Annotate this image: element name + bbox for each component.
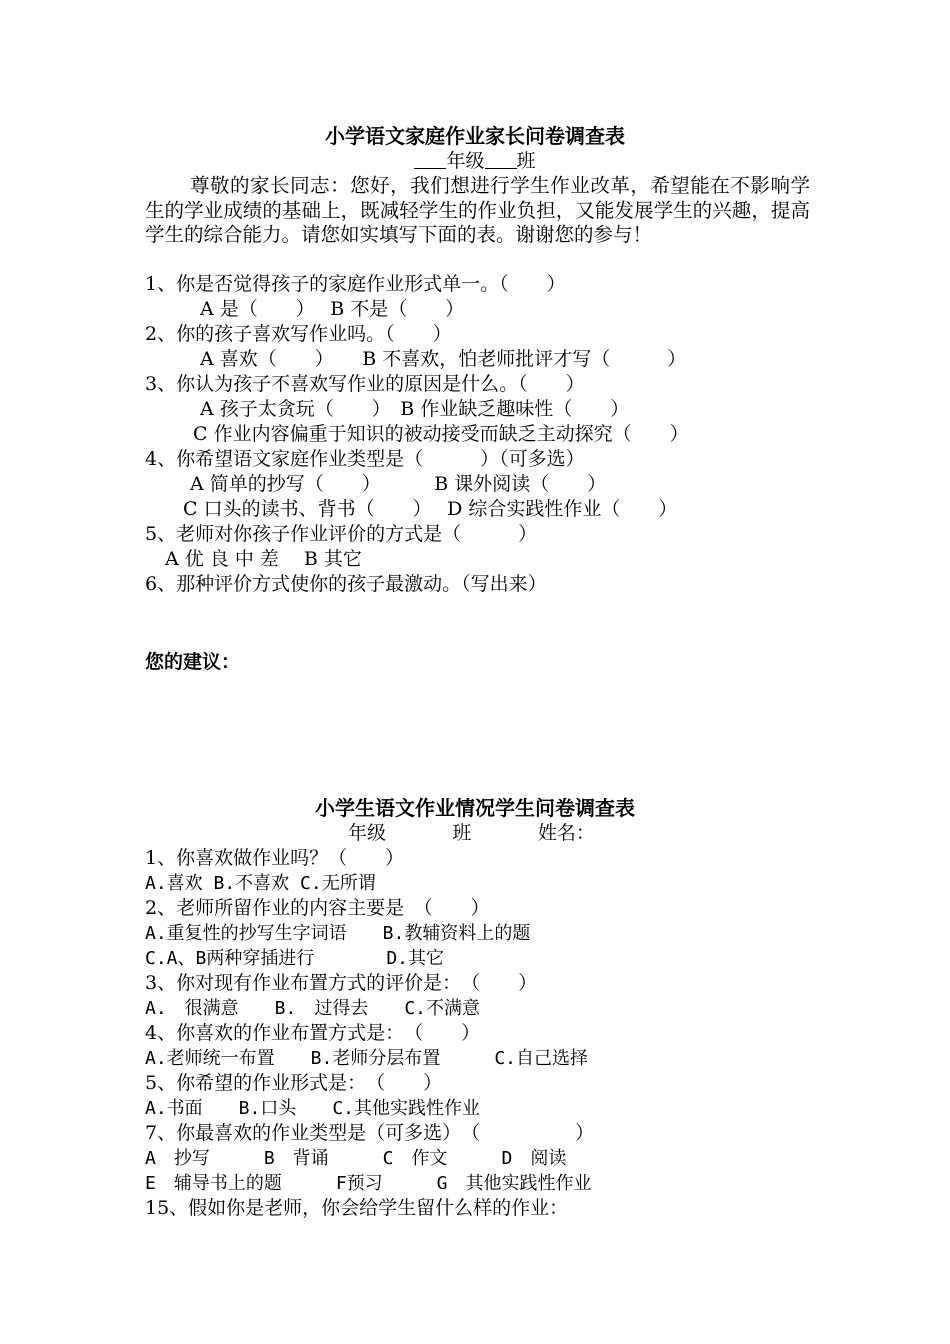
parent-q2-options: A 喜欢（ ） B 不喜欢，怕老师批评才写（ ） xyxy=(200,348,687,370)
parent-intro: 尊敬的家长同志：您好，我们想进行学生作业改革，希望能在不影响学生的学业成绩的基础上，既减轻学生的作业负担，又能发展学生的兴趣，提高学生的综合能力。请您如实填写下面的表。谢谢您的参与！ xyxy=(145,174,810,247)
parent-q2: 2、你的孩子喜欢写作业吗。（ ） xyxy=(145,323,452,345)
student-q4-options: A.老师统一布置 B.老师分层布置 C.自己选择 xyxy=(145,1048,589,1069)
parent-q5: 5、老师对你孩子作业评价的方式是（ ） xyxy=(145,523,538,545)
student-q5-options: A.书面 B.口头 C.其他实践性作业 xyxy=(145,1098,481,1119)
student-q4: 4、你喜欢的作业布置方式是： （ ） xyxy=(145,1022,481,1044)
parent-q6: 6、那种评价方式使你的孩子最激动。（写出来） xyxy=(145,573,547,595)
student-q7-options-eg: E 辅导书上的题 F预习 G 其他实践性作业 xyxy=(145,1173,592,1194)
student-q7-options-ad: A 抄写 B 背诵 C 作文 D 阅读 xyxy=(145,1148,567,1169)
student-q1-options: A.喜欢 B.不喜欢 C.无所谓 xyxy=(145,873,376,894)
student-q7: 7、你最喜欢的作业类型是（可多选） （ ） xyxy=(145,1122,595,1144)
parent-q5-options: A 优 良 中 差 B 其它 xyxy=(165,548,362,570)
student-q5: 5、你希望的作业形式是： （ ） xyxy=(145,1072,443,1094)
student-header-line: 年级 班 姓名： xyxy=(348,822,595,844)
student-q3: 3、你对现有作业布置方式的评价是： （ ） xyxy=(145,972,538,994)
parent-q3-options-ab: A 孩子太贪玩（ ） B 作业缺乏趣味性（ ） xyxy=(200,398,630,420)
class-blank xyxy=(485,150,517,169)
suggestion-label: 您的建议： xyxy=(145,651,241,673)
student-q2-options-ab: A.重复性的抄写生字词语 B.教辅资料上的题 xyxy=(145,923,531,944)
student-q1: 1、你喜欢做作业吗？（ ） xyxy=(145,847,405,869)
class-label: 班 xyxy=(516,150,536,172)
parent-q3-option-c: C 作业内容偏重于知识的被动接受而缺乏主动探究（ ） xyxy=(193,423,689,445)
grade-blank xyxy=(414,150,446,169)
parent-survey-title: 小学语文家庭作业家长问卷调查表 xyxy=(325,124,625,148)
student-survey-title: 小学生语文作业情况学生问卷调查表 xyxy=(315,796,635,820)
grade-class-line xyxy=(0,149,950,174)
grade-label: 年级 xyxy=(446,150,485,172)
student-q3-options: A. 很满意 B. 过得去 C.不满意 xyxy=(145,998,481,1019)
parent-q1-options: A 是（ ） B 不是（ ） xyxy=(200,298,465,320)
student-q2: 2、老师所留作业的内容主要是 （ ） xyxy=(145,897,490,919)
parent-q4-options-ab: A 简单的抄写（ ） B 课外阅读（ ） xyxy=(190,473,607,495)
parent-q1: 1、你是否觉得孩子的家庭作业形式单一。（ ） xyxy=(145,273,566,295)
parent-q4-options-cd: C 口头的读书、背书（ ） D 综合实践性作业（ ） xyxy=(183,498,678,520)
student-q15: 15、假如你是老师，你会给学生留什么样的作业： xyxy=(145,1197,569,1219)
parent-q3: 3、你认为孩子不喜欢写作业的原因是什么。（ ） xyxy=(145,373,585,395)
student-q2-options-cd: C.A、B两种穿插进行 D.其它 xyxy=(145,948,445,969)
parent-q4: 4、你希望语文家庭作业类型是（ ）（可多选） xyxy=(145,448,585,470)
